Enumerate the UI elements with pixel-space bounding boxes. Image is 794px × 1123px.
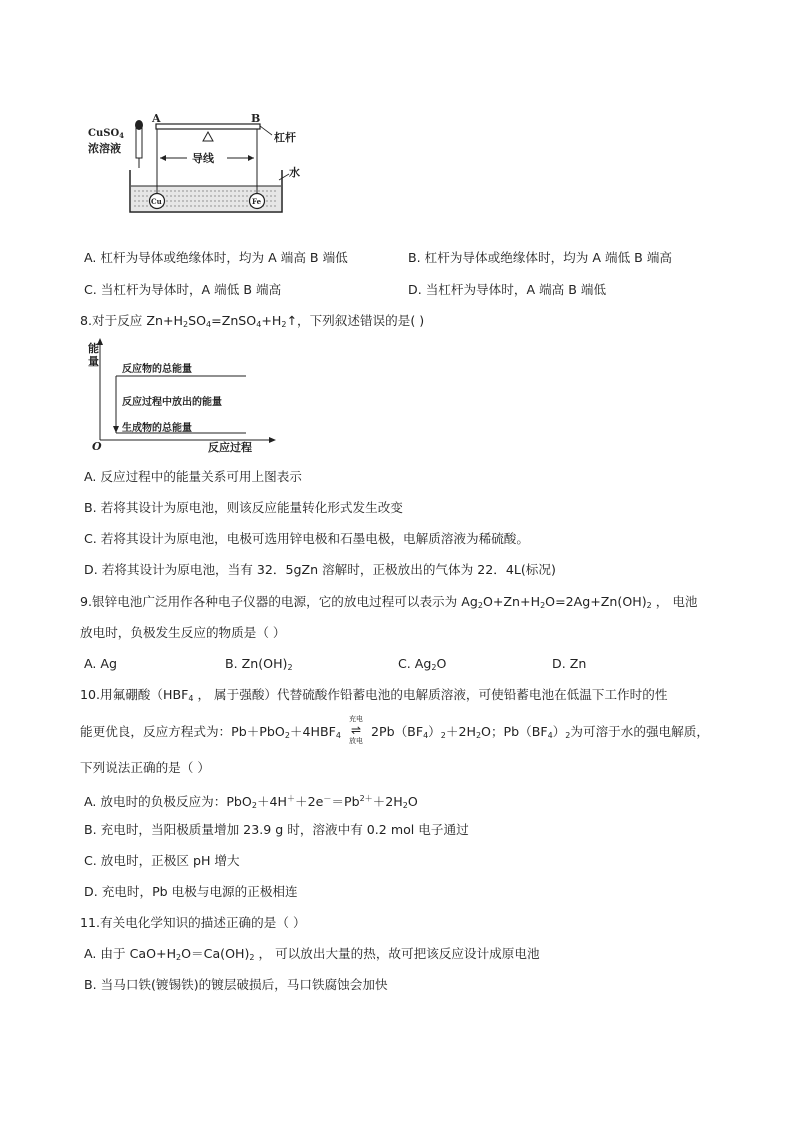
origin-label: O xyxy=(92,440,102,453)
q9-option-c: C. $Ag_2O$ xyxy=(398,656,447,672)
x-label: 反应过程 xyxy=(208,441,252,454)
q8-option-b: B. 若将其设计为原电池，则该反应能量转化形式发生改变 xyxy=(84,500,403,515)
q7-option-a: A. 杠杆为导体或绝缘体时，均为 A 端高 B 端低 xyxy=(84,250,348,265)
q7-option-c: C. 当杠杆为导体时，A 端低 B 端高 xyxy=(84,282,282,297)
y-label-2: 量 xyxy=(88,355,99,368)
q11-option-a: A. 由于 $CaO+H_2O=Ca(OH)_2$ ， 可以放出大量的热，故可把该反应设计成原电池 xyxy=(84,946,540,962)
q9-option-a: A. Ag xyxy=(84,656,118,671)
q11-stem: 11.有关电化学知识的描述正确的是（ ） xyxy=(80,915,306,930)
label-A: A xyxy=(152,112,161,125)
released-label: 反应过程中放出的能量 xyxy=(122,397,222,408)
q10-stem-line2: 能更优良，反应方程式为：$Pb+PbO_2+4HBF_4$ 充电 ⇌ 放电 $2Pb(BF_4)_2+2H_2O$；$Pb(BF_4)_2$为可溶于水的强电解质， xyxy=(80,715,709,745)
q8-option-a: A. 反应过程中的能量关系可用上图表示 xyxy=(84,469,302,484)
label-wire: 导线 xyxy=(192,152,214,165)
q7-option-d: D. 当杠杆为导体时，A 端高 B 端低 xyxy=(408,282,607,297)
q10-option-d: D. 充电时，Pb 电极与电源的正极相连 xyxy=(84,884,298,899)
label-cu: Cu xyxy=(151,197,162,206)
q10-stem-line1: 10.用氟硼酸（$HBF_4$ ， 属于强酸）代替硫酸作铅蓄电池的电解质溶液，可使铅蓄电池在低温下工作时的性 xyxy=(80,687,668,703)
q7-option-b: B. 杠杆为导体或绝缘体时，均为 A 端低 B 端高 xyxy=(408,250,673,265)
q10-option-a: A. 放电时的负极反应为：$PbO_2+4H^++2e^-=Pb^{2+}+2H_2O$ xyxy=(84,794,418,810)
label-B: B xyxy=(251,112,261,125)
q8-option-d: D. 若将其设计为原电池，当有 32．5gZn 溶解时，正极放出的气体为 22．4L(标况) xyxy=(84,562,556,577)
q10-option-b: B. 充电时，当阳极质量增加 23.9 g 时，溶液中有 0.2 mol 电子通过 xyxy=(84,822,469,837)
product-label: 生成物的总能量 xyxy=(122,423,192,434)
label-solution: 浓溶液 xyxy=(88,142,121,155)
q10-option-c: C. 放电时，正极区 pH 增大 xyxy=(84,853,240,868)
q8-option-c: C. 若将其设计为原电池，电极可选用锌电极和石墨电极，电解质溶液为稀硫酸。 xyxy=(84,531,529,546)
q8-stem: 8.对于反应 $Zn+H_2SO_4=ZnSO_4+H_2↑$，下列叙述错误的是( ) xyxy=(80,313,425,329)
energy-diagram xyxy=(86,338,276,456)
charge-discharge-arrows: 充电 ⇌ 放电 xyxy=(348,715,363,745)
q9-option-b: B. $Zn(OH)_2$ xyxy=(225,656,293,672)
reactant-label: 反应物的总能量 xyxy=(122,364,192,375)
q9-stem-line1: 9.银锌电池广泛用作各种电子仪器的电源，它的放电过程可以表示为 $Ag_2O+Zn+H_2O=2Ag+Zn(OH)_2$ ， 电池 xyxy=(80,594,698,610)
label-cuso4: CuSO$_4$ xyxy=(88,128,125,140)
label-fe: Fe xyxy=(252,197,262,206)
q9-option-d: D. Zn xyxy=(552,656,587,671)
q11-option-b: B. 当马口铁(镀锡铁)的镀层破损后，马口铁腐蚀会加快 xyxy=(84,977,388,992)
lever-apparatus-figure xyxy=(86,112,316,222)
label-lever: 杠杆 xyxy=(274,131,296,144)
q10-stem-line3: 下列说法正确的是（ ） xyxy=(80,760,210,775)
y-label-1: 能 xyxy=(88,342,99,355)
label-water: 水 xyxy=(289,166,300,179)
q9-stem-line2: 放电时，负极发生反应的物质是（ ） xyxy=(80,625,286,640)
